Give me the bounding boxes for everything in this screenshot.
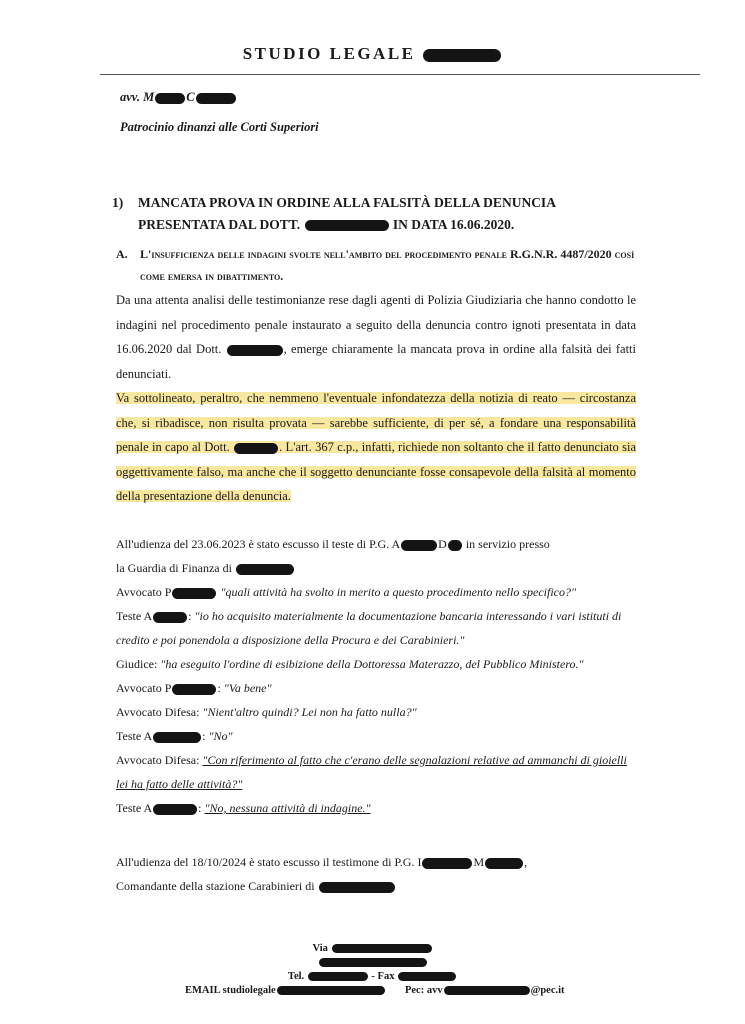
highlighted-text: Va sottolineato, peraltro, che nemmeno l'eventuale infondatezza della notizia di reato — circostanza che, si ribadisce, non risulta provata — sarebbe sufficiente, di per sé, a fondare una responsabilità penale in capo al Dott. . L'art. 367 c.p., infatti, richiede non soltanto che il fatto denunciato sia oggettivamente falso, ma anche che il soggetto denunciante fosse consapevole della falsità al momento della presentazione della denuncia.: [116, 391, 637, 504]
transcript-line: lei ha fatto delle attività?": [116, 777, 243, 791]
lawyer-name: avv. M C: [120, 90, 237, 105]
hearing-transcript-1: [116, 532, 656, 820]
redaction-mark: [234, 443, 278, 454]
transcript-line: credito e poi ponendola a disposizione della Procura e dei Carabinieri.": [116, 633, 465, 647]
section-heading: 1) MANCATA PROVA IN ORDINE ALLA FALSITÀ DELLA DENUNCIA PRESENTATA DAL DOTT. IN DATA 16.06.2020.: [112, 195, 556, 232]
paragraph-analysis: Da una attenta analisi delle testimonianze rese dagli agenti di Polizia Giudiziaria che hanno condotto le indagini nel procedimento penale instaurato a seguito della denuncia contro ignoti presentata in data 16.06.2020 dal Dott. , emerge chiaramente la mancata prova in ordine alla falsità dei fatti denunciati.: [116, 293, 637, 381]
redaction-mark: [153, 732, 201, 743]
redaction-mark: [277, 986, 385, 995]
redaction-mark: [153, 612, 187, 623]
redaction-mark: [398, 972, 456, 981]
redaction-mark: [332, 944, 432, 953]
footer-phone: Tel. - Fax: [0, 970, 745, 984]
redaction-mark: [422, 858, 472, 869]
redaction-mark: [305, 220, 389, 231]
transcript-line: Avvocato P : "Va bene": [116, 681, 272, 695]
footer-address: Via: [0, 942, 745, 956]
letterhead-footer: [0, 942, 745, 998]
redaction-mark: [319, 882, 395, 893]
transcript-line: Teste A : "No": [116, 729, 233, 743]
letterhead-divider: [100, 74, 700, 75]
redaction-mark: [401, 540, 437, 551]
redaction-mark: [172, 588, 216, 599]
hearing-intro: All'udienza del 18/10/2024 è stato escusso il testimone di P.G. I M ,: [116, 855, 528, 869]
redaction-mark: [444, 986, 530, 995]
transcript-line: Avvocato Difesa: "Nient'altro quindi? Lei non ha fatto nulla?": [116, 705, 417, 719]
transcript-line: Giudice: "ha eseguito l'ordine di esibizione della Dottoressa Materazzo, del Pubblico Ministero.": [116, 657, 584, 671]
paragraph-highlighted: [116, 386, 636, 509]
hearing-transcript-2: [116, 850, 656, 898]
transcript-line: Avvocato P "quali attività ha svolto in merito a questo procedimento nello specifico?": [116, 585, 577, 599]
hearing-intro-cont: la Guardia di Finanza di: [116, 556, 656, 580]
hearing-intro: All'udienza del 23.06.2023 è stato escusso il teste di P.G. A D in servizio presso: [116, 537, 550, 551]
redaction-mark: [155, 93, 185, 104]
redaction-mark: [227, 345, 283, 356]
subsection-heading: A. L'insufficienza delle indagini svolte nell'ambito del procedimento penale R.G.N.R. 4487/2020 così come emersa in dibattimento.: [116, 247, 635, 283]
transcript-line: Teste A : "io ho acquisito materialmente la documentazione bancaria interessando i vari istituti di: [116, 609, 622, 623]
transcript-line: Teste A : "No, nessuna attività di indagine.": [116, 801, 371, 815]
redaction-mark: [236, 564, 294, 575]
footer-address-2: [0, 956, 745, 970]
lawyer-qualification: Patrocinio dinanzi alle Corti Superiori: [120, 120, 319, 134]
redaction-mark: [308, 972, 368, 981]
redaction-mark: [319, 958, 427, 967]
footer-email: EMAIL studiolegale Pec: avv @pec.it: [185, 985, 565, 996]
letterhead-title: STUDIO LEGALE: [0, 44, 745, 64]
hearing-intro-cont: Comandante della stazione Carabinieri di: [116, 874, 656, 898]
redaction-mark: [448, 540, 462, 551]
transcript-line: Avvocato Difesa: "Con riferimento al fatto che c'erano delle segnalazioni relative ad ammanchi di gioielli: [116, 753, 627, 767]
redaction-mark: [172, 684, 216, 695]
redaction-mark: [196, 93, 236, 104]
redaction-mark: [423, 49, 501, 62]
redaction-mark: [485, 858, 523, 869]
redaction-mark: [153, 804, 197, 815]
